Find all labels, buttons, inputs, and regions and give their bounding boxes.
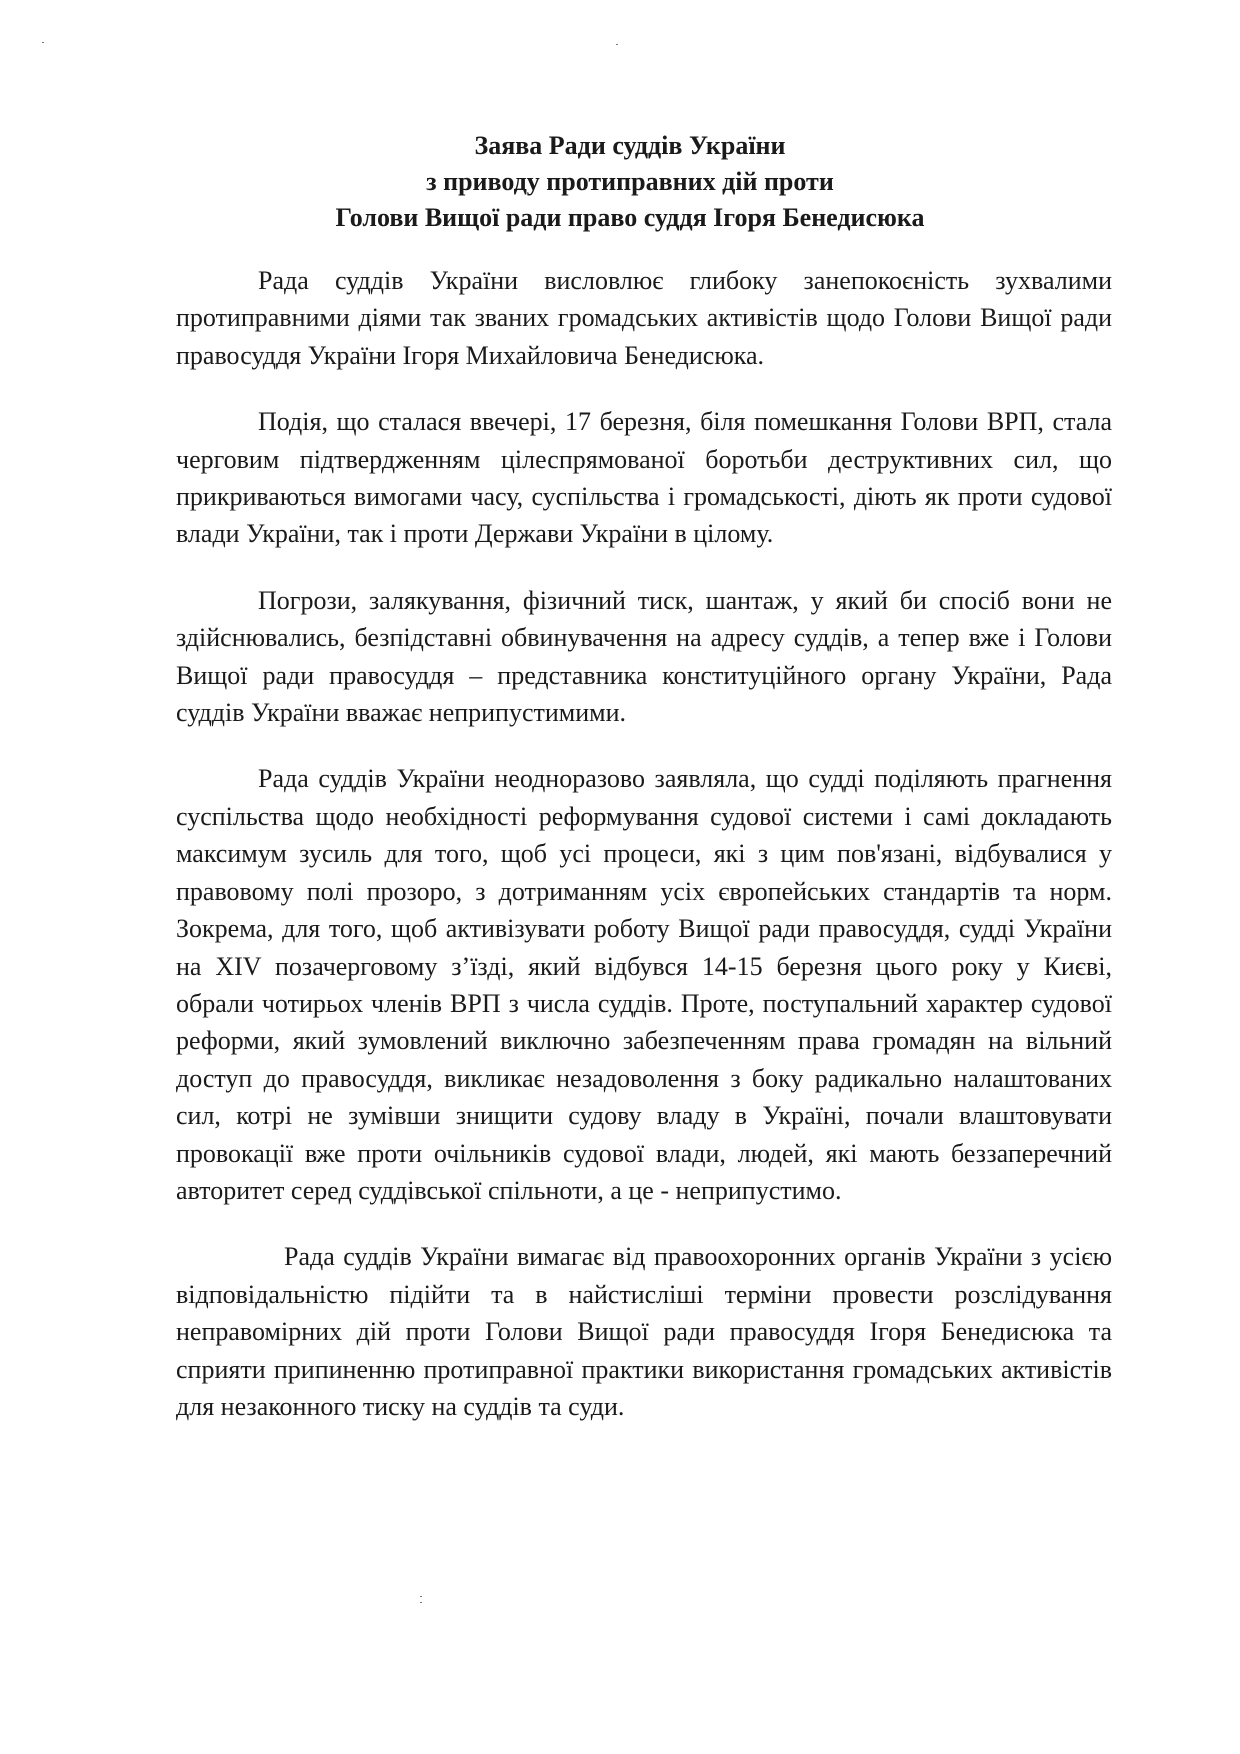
title-line-3: Голови Вищої ради право суддя Ігоря Бенедисюка [335,203,925,232]
document-title [250,128,1010,236]
paragraph-4: Рада суддів України неодноразово заявляла, що судді поділяють прагнення суспільства щодо необхідності реформування судової системи і самі докладають максимум зусиль для того, щоб усі процеси, які з цим пов'язані, відбувалися у правовому полі прозоро, з дотриманням усіх європейських стандартів та норм. Зокрема, для того, щоб активізувати роботу Вищої ради правосуддя, судді України на XIV позачерговому з’їзді, який відбувся 14-15 березня цього року у Києві, обрали чотирьох членів ВРП з числа суддів. Проте, поступальний характер судової реформи, який зумовлений виключно забезпеченням права громадян на вільний доступ до правосуддя, викликає незадоволення з боку радикально налаштованих сил, котрі не зумівши знищити судову владу в Україні, почали влаштовувати провокації вже проти очільників судової влади, людей, які мають беззаперечний авторитет серед суддівської спільноти, а це - неприпустимо. [176,764,1112,1205]
paragraph-3: Погрози, залякування, фізичний тиск, шантаж, у який би спосіб вони не здійснювались, безпідставні обвинувачення на адресу суддів, а тепер вже і Голови Вищої ради правосуддя – представника конституційного органу України, Рада суддів України вважає неприпустимими. [176,585,1112,728]
paragraph-5: Рада суддів України вимагає від правоохоронних органів України з усією відповідальністю підійти та в найстисліші терміни провести розслідування неправомірних дій проти Голови Вищої ради правосуддя Ігоря Бенедисюка та сприяти припиненню протиправної практики використання громадських активістів для незаконного тиску на суддів та суди. [176,1242,1112,1421]
title-line-2: з приводу протиправних дій проти [426,167,834,196]
document-body [176,262,1112,1454]
paragraph-2: Подія, що сталася ввечері, 17 березня, біля помешкання Голови ВРП, стала черговим підтвердженням цілеспрямованої боротьби деструктивних сил, що прикриваються вимогами часу, суспільства і громадськості, діють як проти судової влади України, так і проти Держави України в цілому. [176,407,1112,549]
scan-speck [616,44,618,45]
scan-speck [420,1596,422,1597]
scan-speck [42,42,44,43]
paragraph-1: Рада суддів України висловлює глибоку занепокоєність зухвалими протиправними діями так званих громадських активістів щодо Голови Вищої ради правосуддя України Ігоря Михайловича Бенедисюка. [176,266,1112,370]
title-line-1: Заява Ради суддів України [474,131,786,160]
scan-speck [420,1602,422,1603]
